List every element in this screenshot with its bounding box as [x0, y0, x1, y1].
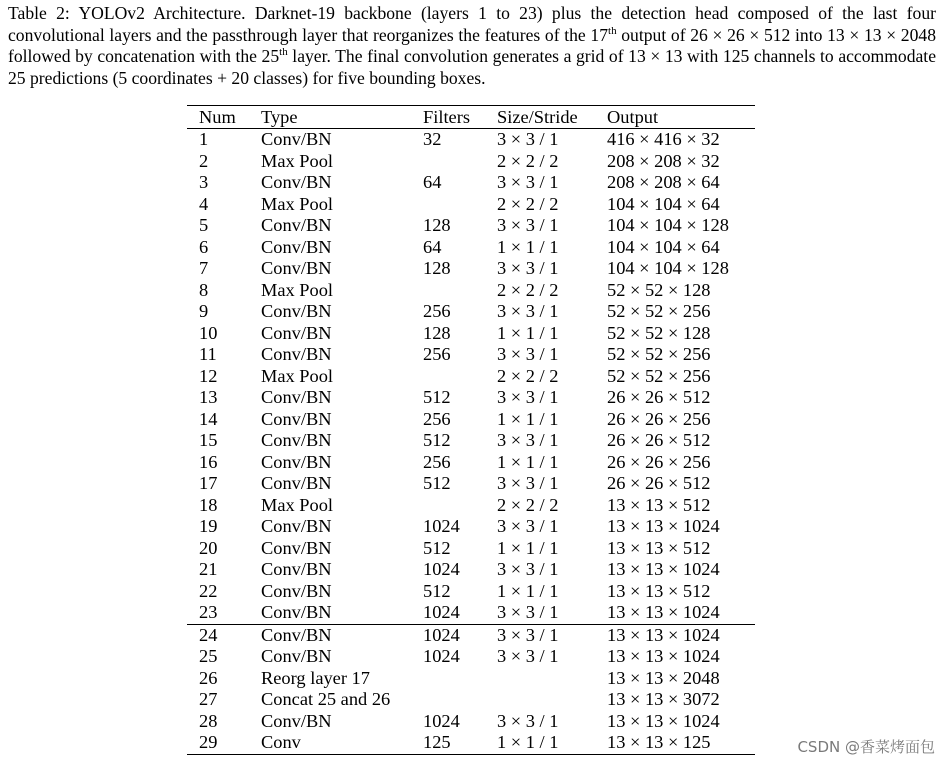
cell-type: Conv/BN	[261, 215, 332, 235]
cell-output: 13 × 13 × 2048	[607, 667, 720, 688]
cell-num: 18	[199, 494, 218, 515]
cell-output: 13 × 13 × 512	[607, 580, 711, 601]
cell-num: 12	[199, 365, 218, 386]
table-row	[187, 387, 755, 409]
cell-filters: 256	[423, 344, 451, 364]
cell-num: 6	[199, 236, 209, 257]
cell-size-stride: 1 × 1 / 1	[497, 451, 559, 472]
table-row	[187, 172, 755, 194]
cell-size-stride: 1 × 1 / 1	[497, 537, 559, 558]
table-row	[187, 409, 755, 431]
cell-type: Conv/BN	[261, 559, 332, 579]
cell-filters: 32	[423, 129, 442, 149]
cell-type: Conv/BN	[261, 322, 332, 343]
cell-type: Conv/BN	[261, 258, 332, 278]
cell-size-stride: 3 × 3 / 1	[497, 646, 559, 666]
cell-filters: 256	[423, 451, 451, 472]
header-row	[187, 106, 755, 129]
cell-num: 9	[199, 301, 209, 321]
table-row	[187, 215, 755, 237]
cell-output: 13 × 13 × 1024	[607, 646, 720, 666]
cell-output: 208 × 208 × 64	[607, 172, 720, 192]
detection-head-section	[187, 624, 755, 754]
cell-filters: 512	[423, 537, 451, 558]
cell-size-stride: 3 × 3 / 1	[497, 344, 559, 364]
cell-size-stride: 3 × 3 / 1	[497, 559, 559, 579]
header-num: Num	[199, 107, 236, 127]
cell-filters	[423, 151, 497, 173]
cell-size-stride: 3 × 3 / 1	[497, 215, 559, 235]
cell-type: Max Pool	[261, 193, 334, 214]
cell-filters: 125	[423, 732, 451, 752]
cell-size-stride: 3 × 3 / 1	[497, 387, 559, 407]
cell-output: 13 × 13 × 1024	[607, 559, 720, 579]
cell-size-stride: 3 × 3 / 1	[497, 624, 559, 645]
cell-output: 104 × 104 × 64	[607, 236, 720, 257]
cell-size-stride: 2 × 2 / 2	[497, 279, 559, 300]
table-row	[187, 732, 755, 754]
cell-num: 2	[199, 150, 209, 171]
caption-superscript-2: th	[279, 46, 288, 59]
cell-size-stride: 1 × 1 / 1	[497, 236, 559, 257]
cell-type: Conv/BN	[261, 602, 332, 622]
architecture-table-container	[187, 105, 755, 755]
cell-size-stride: 1 × 1 / 1	[497, 408, 559, 429]
table-row	[187, 366, 755, 388]
cell-num: 19	[199, 516, 218, 536]
cell-size-stride: 3 × 3 / 1	[497, 301, 559, 321]
table-row	[187, 538, 755, 560]
cell-num: 29	[199, 732, 218, 752]
cell-output: 13 × 13 × 1024	[607, 516, 720, 536]
table-row	[187, 516, 755, 538]
cell-type: Conv/BN	[261, 451, 332, 472]
cell-num: 26	[199, 667, 218, 688]
cell-type: Conv/BN	[261, 129, 332, 149]
cell-num: 8	[199, 279, 209, 300]
cell-output: 104 × 104 × 128	[607, 215, 729, 235]
cell-num: 20	[199, 537, 218, 558]
cell-num: 17	[199, 473, 218, 493]
table-row	[187, 194, 755, 216]
cell-type: Concat 25 and 26	[261, 689, 391, 709]
table-row	[187, 668, 755, 690]
caption-middle: output of 26 × 26 × 512 into 13 × 13 × 2048 followed by concatenation with the 25	[8, 24, 936, 67]
cell-type: Conv/BN	[261, 537, 332, 558]
cell-num: 16	[199, 451, 218, 472]
cell-type: Conv/BN	[261, 624, 332, 645]
table-row	[187, 646, 755, 668]
cell-size-stride	[497, 668, 607, 690]
table-row	[187, 258, 755, 280]
caption-suffix: layer. The final convolution generates a grid of 13 × 13 with 125 channels to accommodate 25 predictions (5 coordinates + 20 classes) for five bounding boxes.	[8, 46, 937, 88]
cell-num: 13	[199, 387, 218, 407]
cell-type: Conv/BN	[261, 473, 332, 493]
cell-filters: 1024	[423, 624, 460, 645]
cell-type: Max Pool	[261, 494, 334, 515]
cell-filters	[423, 280, 497, 302]
table-row	[187, 344, 755, 366]
table-row	[187, 581, 755, 603]
cell-size-stride: 3 × 3 / 1	[497, 710, 559, 731]
cell-output: 52 × 52 × 256	[607, 344, 711, 364]
cell-output: 52 × 52 × 256	[607, 301, 711, 321]
cell-size-stride: 1 × 1 / 1	[497, 732, 559, 752]
table-row	[187, 711, 755, 733]
cell-filters: 256	[423, 301, 451, 321]
cell-filters	[423, 366, 497, 388]
cell-type: Conv/BN	[261, 646, 332, 666]
table-row	[187, 129, 755, 151]
table-row	[187, 495, 755, 517]
cell-size-stride: 3 × 3 / 1	[497, 258, 559, 278]
cell-filters: 1024	[423, 516, 460, 536]
table-row	[187, 689, 755, 711]
architecture-table	[187, 105, 755, 755]
cell-output: 208 × 208 × 32	[607, 150, 720, 171]
table-row	[187, 237, 755, 259]
cell-output: 13 × 13 × 3072	[607, 689, 720, 709]
cell-num: 23	[199, 602, 218, 622]
cell-type: Conv/BN	[261, 516, 332, 536]
cell-output: 52 × 52 × 128	[607, 322, 711, 343]
cell-num: 3	[199, 172, 209, 192]
cell-output: 13 × 13 × 125	[607, 732, 711, 752]
cell-size-stride	[497, 689, 607, 711]
cell-num: 24	[199, 624, 218, 645]
cell-output: 13 × 13 × 512	[607, 494, 711, 515]
cell-output: 416 × 416 × 32	[607, 129, 720, 149]
cell-filters	[423, 194, 497, 216]
cell-num: 21	[199, 559, 218, 579]
cell-filters: 256	[423, 408, 451, 429]
cell-output: 26 × 26 × 256	[607, 408, 711, 429]
cell-filters: 512	[423, 387, 451, 407]
header-filters: Filters	[423, 107, 471, 127]
cell-filters: 128	[423, 215, 451, 235]
cell-output: 104 × 104 × 64	[607, 193, 720, 214]
table-row	[187, 624, 755, 646]
cell-num: 4	[199, 193, 209, 214]
cell-filters	[423, 689, 497, 711]
cell-filters: 1024	[423, 646, 460, 666]
cell-filters: 1024	[423, 559, 460, 579]
cell-output: 26 × 26 × 512	[607, 430, 711, 450]
caption-superscript-1: th	[608, 24, 617, 37]
cell-num: 10	[199, 322, 218, 343]
cell-size-stride: 2 × 2 / 2	[497, 193, 559, 214]
cell-type: Conv/BN	[261, 580, 332, 601]
cell-type: Conv/BN	[261, 344, 332, 364]
cell-num: 25	[199, 646, 218, 666]
cell-size-stride: 1 × 1 / 1	[497, 580, 559, 601]
cell-type: Max Pool	[261, 150, 334, 171]
cell-filters: 128	[423, 258, 451, 278]
cell-filters: 1024	[423, 602, 460, 622]
table-row	[187, 430, 755, 452]
cell-num: 15	[199, 430, 218, 450]
table-header	[187, 106, 755, 129]
cell-filters: 64	[423, 172, 442, 192]
cell-filters: 512	[423, 430, 451, 450]
cell-size-stride: 3 × 3 / 1	[497, 172, 559, 192]
cell-output: 13 × 13 × 1024	[607, 710, 720, 731]
caption-prefix: Table 2: YOLOv2 Architecture. Darknet-19 backbone (layers 1 to 23) plus the detection head composed of the last four convolutional layers and the passthrough layer that reorganizes the features of the 17	[8, 3, 936, 45]
cell-num: 28	[199, 710, 218, 731]
cell-type: Conv/BN	[261, 430, 332, 450]
cell-size-stride: 3 × 3 / 1	[497, 516, 559, 536]
cell-output: 104 × 104 × 128	[607, 258, 729, 278]
cell-num: 14	[199, 408, 218, 429]
cell-size-stride: 2 × 2 / 2	[497, 365, 559, 386]
cell-num: 1	[199, 129, 209, 149]
header-size-stride: Size/Stride	[497, 107, 578, 127]
cell-output: 13 × 13 × 1024	[607, 602, 720, 622]
cell-type: Conv/BN	[261, 387, 332, 407]
cell-size-stride: 3 × 3 / 1	[497, 473, 559, 493]
cell-type: Conv/BN	[261, 408, 332, 429]
table-row	[187, 280, 755, 302]
header-type: Type	[261, 107, 298, 127]
cell-type: Conv/BN	[261, 710, 332, 731]
table-row	[187, 452, 755, 474]
header-output: Output	[607, 107, 659, 127]
cell-size-stride: 1 × 1 / 1	[497, 322, 559, 343]
table-row	[187, 559, 755, 581]
cell-output: 13 × 13 × 1024	[607, 624, 720, 645]
cell-output: 52 × 52 × 256	[607, 365, 711, 386]
cell-type: Conv	[261, 732, 301, 752]
table-caption	[8, 3, 936, 89]
cell-type: Max Pool	[261, 365, 334, 386]
cell-type: Reorg layer 17	[261, 667, 370, 688]
cell-size-stride: 2 × 2 / 2	[497, 150, 559, 171]
cell-num: 22	[199, 580, 218, 601]
watermark: CSDN @香菜烤面包	[797, 738, 935, 756]
cell-num: 11	[199, 344, 217, 364]
table-row	[187, 602, 755, 624]
cell-size-stride: 3 × 3 / 1	[497, 602, 559, 622]
cell-output: 52 × 52 × 128	[607, 279, 711, 300]
cell-output: 13 × 13 × 512	[607, 537, 711, 558]
cell-output: 26 × 26 × 512	[607, 387, 711, 407]
cell-type: Conv/BN	[261, 172, 332, 192]
cell-filters: 512	[423, 580, 451, 601]
cell-type: Conv/BN	[261, 236, 332, 257]
cell-output: 26 × 26 × 256	[607, 451, 711, 472]
cell-filters	[423, 495, 497, 517]
cell-type: Conv/BN	[261, 301, 332, 321]
cell-filters: 1024	[423, 710, 460, 731]
table-row	[187, 301, 755, 323]
cell-filters	[423, 668, 497, 690]
cell-output: 26 × 26 × 512	[607, 473, 711, 493]
cell-type: Max Pool	[261, 279, 334, 300]
backbone-section	[187, 129, 755, 625]
cell-size-stride: 3 × 3 / 1	[497, 430, 559, 450]
cell-num: 27	[199, 689, 218, 709]
cell-num: 7	[199, 258, 209, 278]
cell-filters: 128	[423, 322, 451, 343]
cell-filters: 64	[423, 236, 442, 257]
cell-size-stride: 3 × 3 / 1	[497, 129, 559, 149]
table-row	[187, 151, 755, 173]
cell-size-stride: 2 × 2 / 2	[497, 494, 559, 515]
table-row	[187, 323, 755, 345]
cell-num: 5	[199, 215, 209, 235]
cell-filters: 512	[423, 473, 451, 493]
table-row	[187, 473, 755, 495]
